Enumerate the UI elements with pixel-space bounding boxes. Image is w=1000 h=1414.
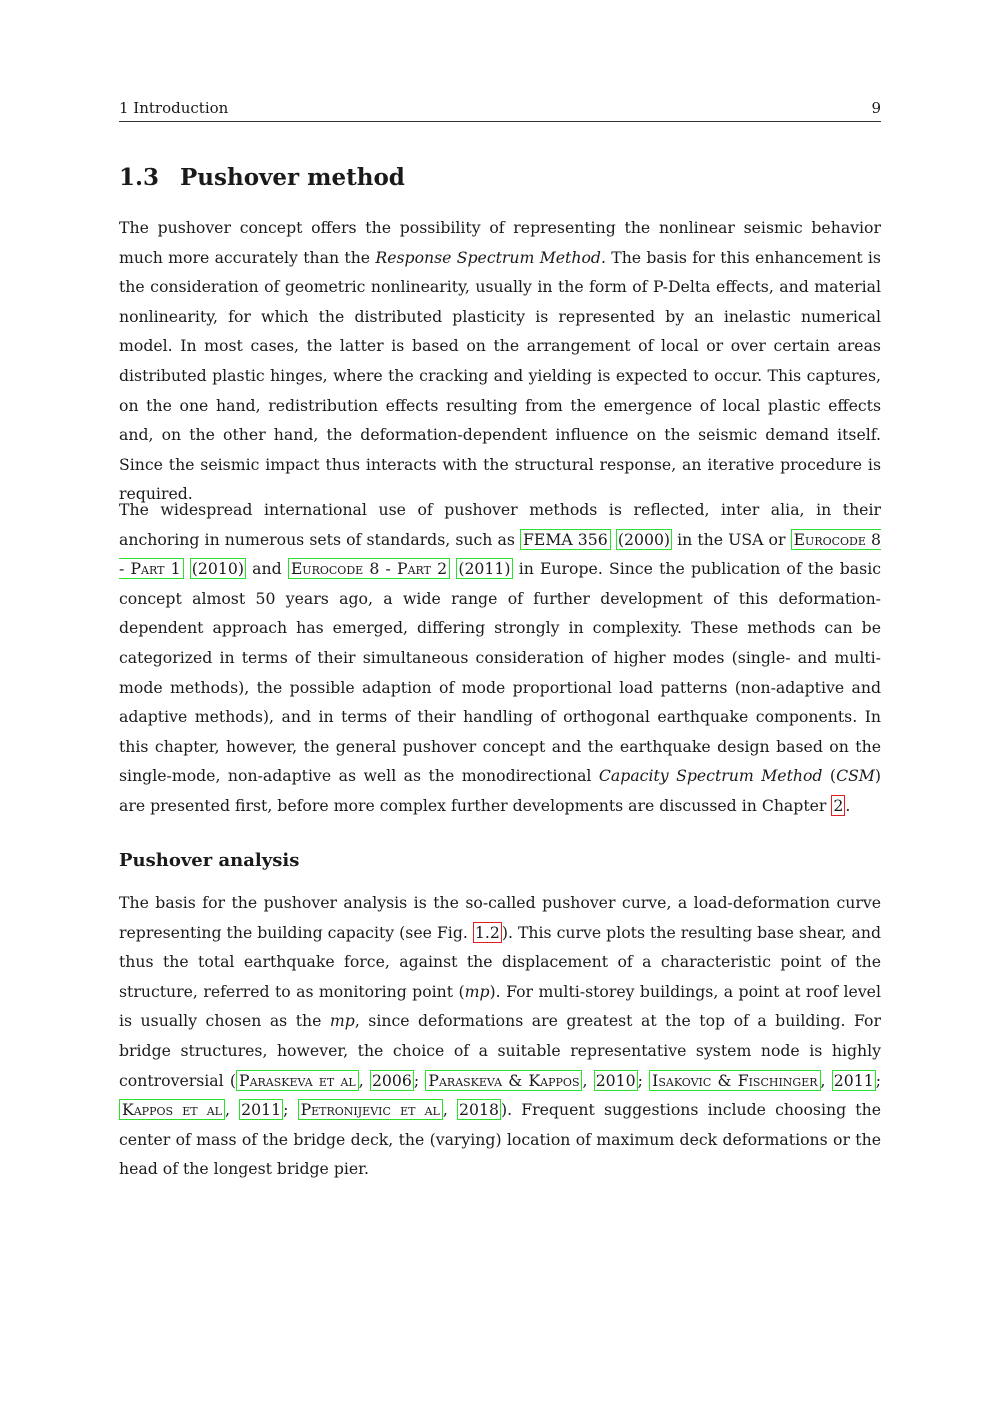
citation-link[interactable]: Kappos et al	[119, 1099, 225, 1120]
text-run: in the USA or	[672, 529, 791, 549]
section-title: Pushover method	[180, 164, 405, 191]
text-run: ). This curve plots the resulting base shear, and thus the total earthquake force, against the displacement of a characteristic point of the structure, referred to as monitoring point (	[119, 922, 881, 1001]
separator: ,	[442, 1100, 458, 1120]
text-run: The widespread international use of pushover methods is reflected, inter alia, in their anchoring in numerous sets of standards, such as	[119, 500, 881, 549]
running-header	[119, 97, 881, 122]
paragraph-intro	[119, 213, 881, 509]
citation-link[interactable]: Paraskeva et al	[236, 1070, 359, 1091]
citation-year-link[interactable]: 2006	[371, 1070, 412, 1090]
separator: ,	[358, 1070, 370, 1090]
chapter-reference-link[interactable]: 2	[833, 795, 844, 815]
separator: ,	[224, 1100, 240, 1120]
emphasis-text: Response Spectrum Method.	[375, 247, 606, 267]
chapter-label: 1 Introduction	[119, 99, 229, 117]
text-run: ). For multi-storey buildings, a point at roof level is usually chosen as the	[119, 981, 881, 1031]
separator: ;	[283, 1100, 298, 1120]
citation-year-link[interactable]: (2000)	[617, 529, 671, 549]
text-run: The basis for the pushover analysis is the so-called pushover curve, a load-deformation curve representing the building capacity (see Fig.	[119, 893, 881, 942]
separator: ;	[413, 1070, 426, 1090]
emphasis-text: CSM	[836, 766, 875, 786]
citation-year-link[interactable]: 2011	[833, 1070, 874, 1090]
citation-link[interactable]: Eurocode 8 - Part 1	[119, 529, 881, 579]
emphasis-text: mp	[464, 981, 490, 1001]
paragraph-standards	[119, 495, 881, 821]
paragraph-pushover-analysis	[119, 888, 881, 1184]
section-heading	[119, 160, 405, 196]
text-run: and	[245, 559, 288, 579]
separator: ,	[820, 1070, 832, 1090]
separator: ,	[582, 1070, 594, 1090]
subsection-heading: Pushover analysis	[119, 850, 300, 871]
citation-year-link[interactable]: (2011)	[458, 559, 511, 579]
citation-link[interactable]: Eurocode 8 - Part 2	[288, 558, 450, 579]
citation-year-link[interactable]: 2011	[241, 1100, 282, 1120]
citation-link[interactable]: FEMA 356	[520, 529, 611, 550]
text-run: in Europe. Since the publication of the basic concept almost 50 years ago, a wide range of further development of this deformation-dependent approach has emerged, differing strongly in complexity. These methods can be categorized in terms of their simultaneous consideration of higher modes (single- and multi-mode methods), the possible adaption of mode proportional load patterns (non-adaptive and adaptive methods), and in terms of their handling of orthogonal earthquake components. In this chapter, however, the general pushover concept and the earthquake design based on the single-mode, non-adaptive as well as the monodirectional	[119, 559, 881, 786]
citation-year-link[interactable]: (2010)	[191, 559, 244, 579]
citation-link[interactable]: Paraskeva & Kappos	[425, 1070, 582, 1091]
text-run: .	[845, 795, 851, 815]
text-run: The basis for this enhancement is the consideration of geometric nonlinearity, usually in the form of P-Delta effects, and material nonlinearity, for which the distributed plasticity is represented by an inelastic numerical model. In most cases, the latter is based on the arrangement of local or over certain areas distributed plastic hinges, where the cracking and yielding is expected to occur. This captures, on the one hand, redistribution effects resulting from the emergence of local plastic effects and, on the other hand, the deformation-dependent influence on the seismic demand itself. Since the seismic impact thus interacts with the structural response, an iterative procedure is required.	[119, 247, 881, 504]
text-run: , since deformations are greatest at the top of a building. For bridge structures, however, the choice of a suitable representative system node is highly controversial (	[119, 1011, 881, 1090]
separator: ;	[875, 1070, 881, 1090]
text-run: ). Frequent suggestions include choosing the center of mass of the bridge deck, the (varying) location of maximum deck deformations or the head of the longest bridge pier.	[119, 1100, 881, 1179]
citation-year-link[interactable]: 2018	[459, 1100, 499, 1120]
text-run: ) are presented first, before more complex further developments are discussed in Chapter	[119, 766, 882, 815]
figure-reference-link[interactable]: 1.2	[474, 922, 500, 942]
emphasis-text: Capacity Spectrum Method	[598, 766, 823, 786]
page-number: 9	[871, 99, 881, 117]
text-run: The pushover concept offers the possibility of representing the nonlinear seismic behavior much more accurately than the	[119, 218, 881, 267]
citation-link[interactable]: Isakovic & Fischinger	[649, 1070, 820, 1091]
text-run: (	[822, 766, 837, 786]
separator: ;	[637, 1070, 650, 1090]
citation-year-link[interactable]: 2010	[595, 1070, 636, 1090]
section-number: 1.3	[119, 164, 160, 191]
citation-link[interactable]: Petronijevic et al	[298, 1099, 443, 1120]
emphasis-text: mp	[329, 1011, 355, 1031]
